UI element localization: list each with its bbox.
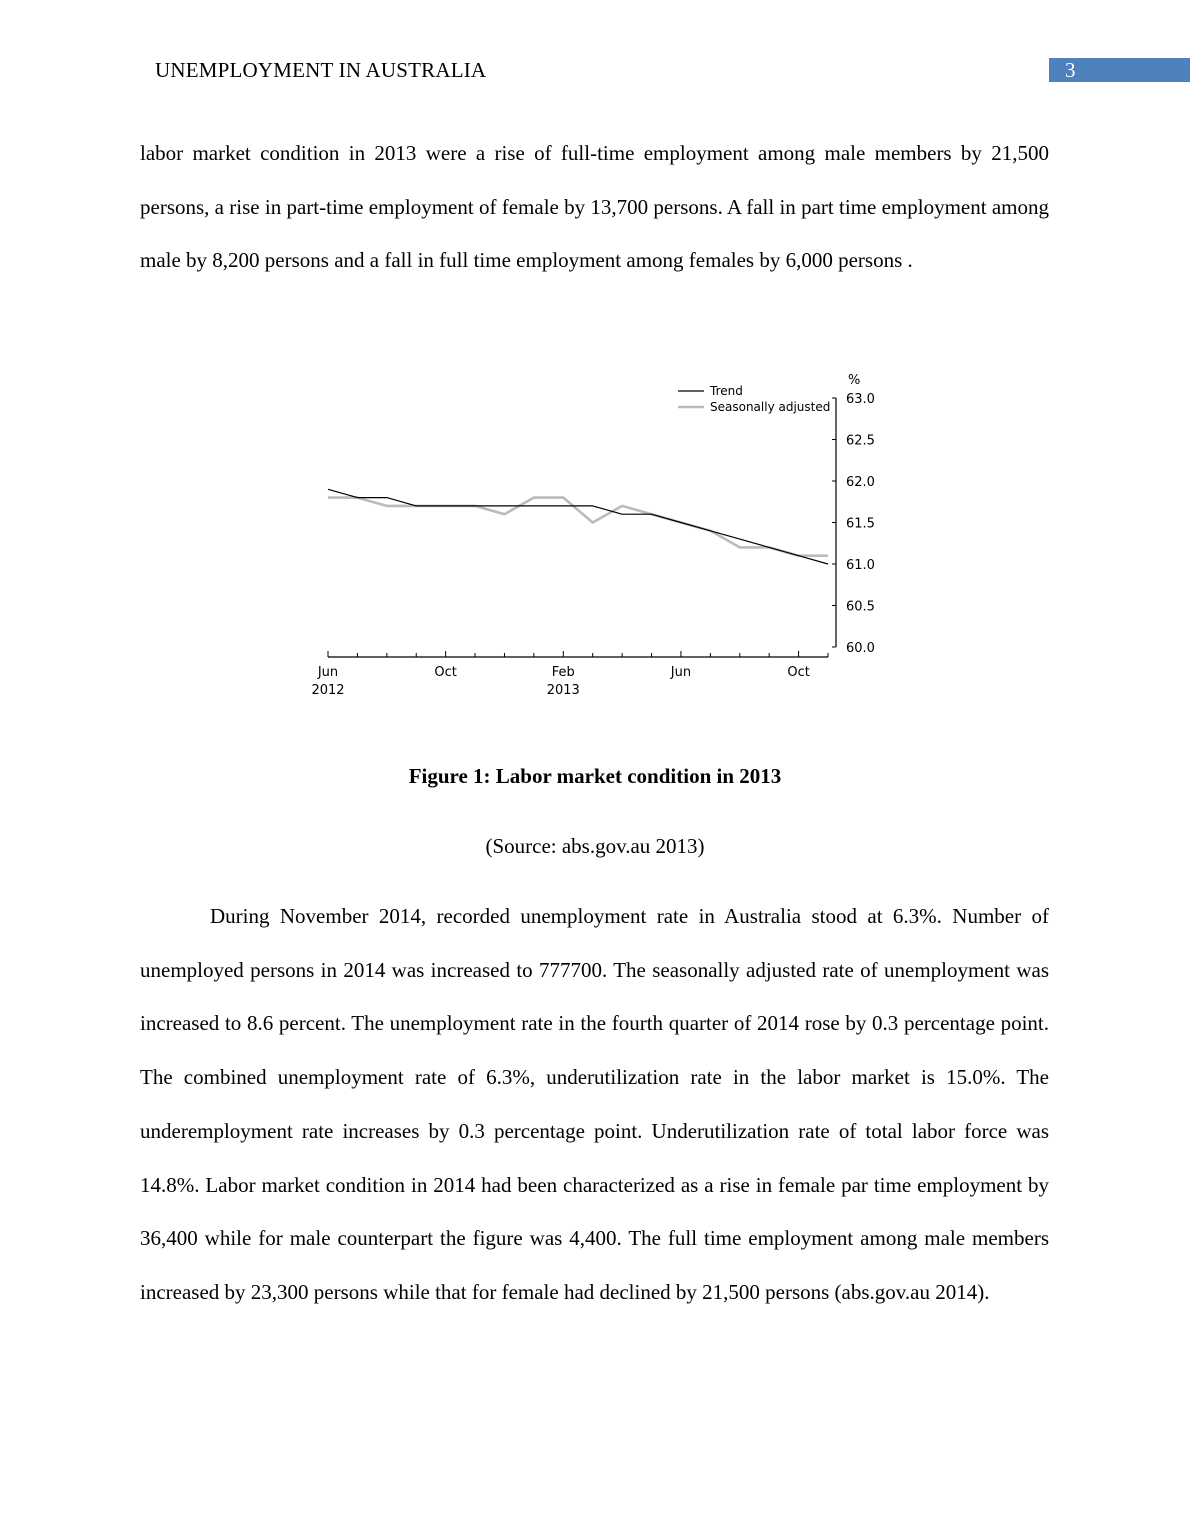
figure-source: (Source: abs.gov.au 2013): [485, 834, 705, 858]
x-tick-label: Oct: [787, 665, 810, 680]
legend-label: Trend: [710, 384, 743, 398]
x-tick-year-label: 2013: [546, 683, 580, 698]
series-line-trend: [328, 489, 828, 564]
y-tick-label: 62.5: [846, 433, 875, 449]
x-tick-label: Jun: [317, 665, 339, 680]
x-tick-label: Oct: [434, 665, 457, 680]
y-tick-label: 63.0: [846, 392, 875, 407]
y-tick-label: 61.0: [846, 558, 875, 573]
page-number: 3: [1049, 58, 1190, 82]
y-tick-label: 60.0: [846, 641, 875, 656]
body-paragraph-1: labor market condition in 2013 were a rise of full-time employment among male members by 21,500 persons, a rise in part-time employment of female by 13,700 persons. A fall in part time employment among male by 8,200 persons and a fall in full time employment among females by 6,000 persons .: [140, 141, 1049, 273]
legend-label: Seasonally adjusted: [710, 400, 831, 414]
figure-caption: Figure 1: Labor market condition in 2013: [408, 764, 782, 788]
x-tick-label: Feb: [551, 665, 575, 680]
y-tick-label: 62.0: [846, 475, 875, 490]
x-tick-year-label: 2012: [311, 683, 345, 698]
y-tick-label: 60.5: [846, 599, 875, 615]
y-axis-unit: %: [848, 373, 861, 388]
labor-market-line-chart: [290, 366, 910, 706]
x-tick-label: Jun: [670, 665, 692, 680]
y-tick-label: 61.5: [846, 516, 875, 532]
running-header-title: UNEMPLOYMENT IN AUSTRALIA: [155, 58, 487, 82]
body-paragraph-2: During November 2014, recorded unemployment rate in Australia stood at 6.3%. Number of unemployed persons in 2014 was increased to 777700. The seasonally adjusted rate of unemployment was increased to 8.6 percent. The unemployment rate in the fourth quarter of 2014 rose by 0.3 percentage point. The combined unemployment rate of 6.3%, underutilization rate in the labor market is 15.0%. The underemployment rate increases by 0.3 percentage point. Underutilization rate of total labor force was 14.8%. Labor market condition in 2014 had been characterized as a rise in female par time employment by 36,400 while for male counterpart the figure was 4,400. The full time employment among male members increased by 23,300 persons while that for female had declined by 21,500 persons (abs.gov.au 2014).: [140, 904, 1049, 1304]
